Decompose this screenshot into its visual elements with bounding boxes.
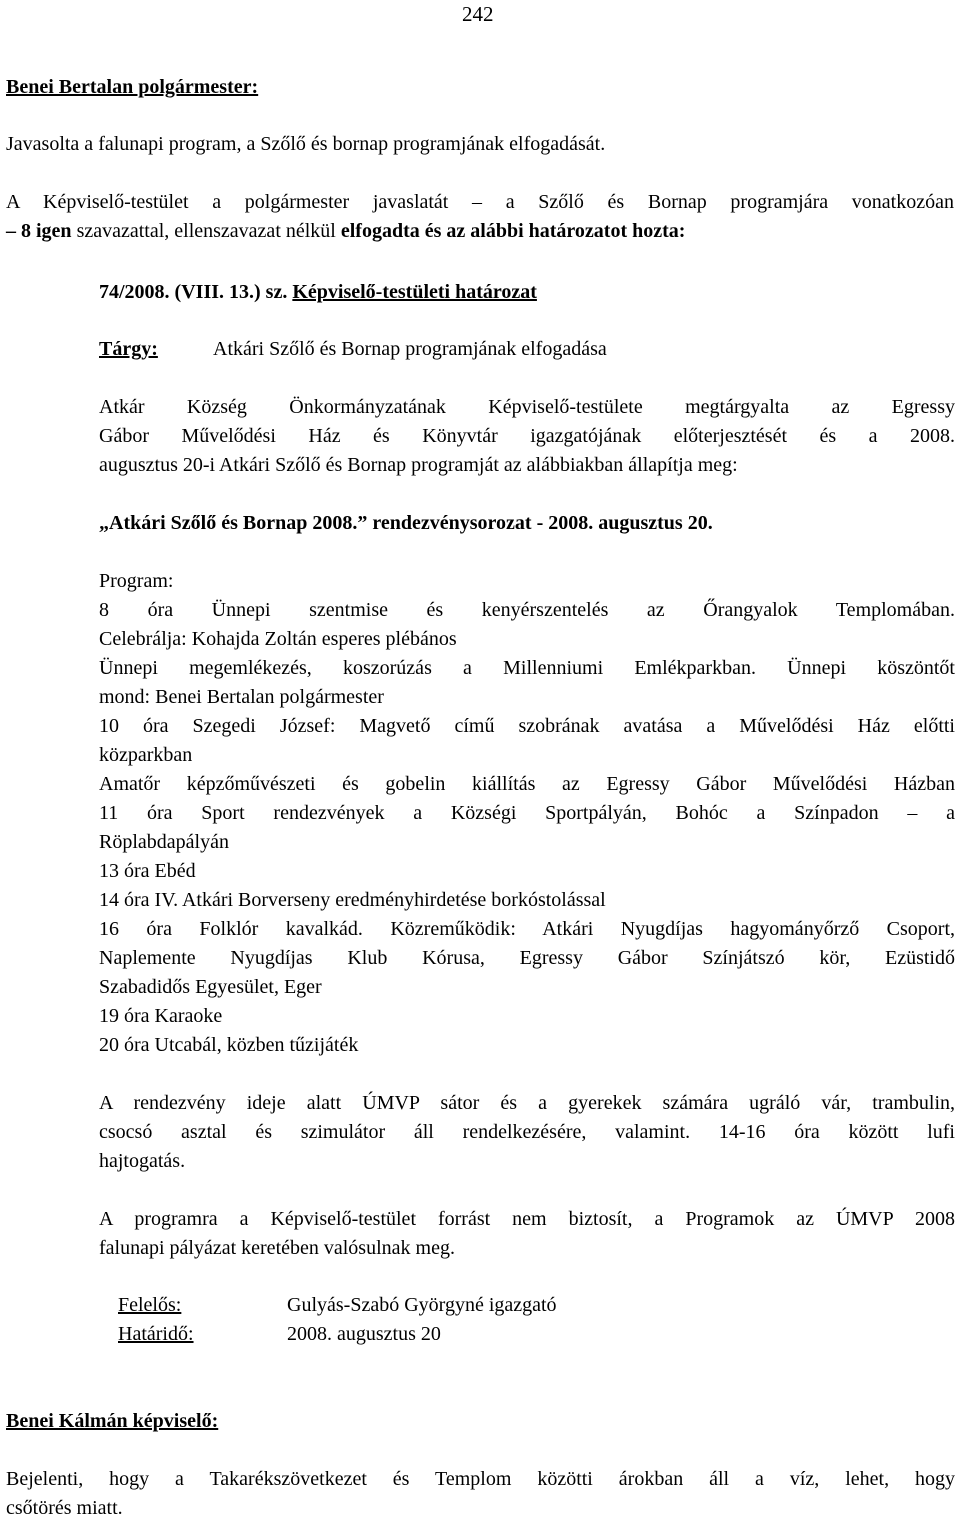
vote-count: – 8 igen bbox=[6, 220, 72, 242]
final-paragraph-line: csőtörés miatt. bbox=[6, 1497, 123, 1519]
subject-label: Tárgy: bbox=[99, 338, 158, 360]
program-line: 14 óra IV. Atkári Borverseny eredményhirdetése borkóstolással bbox=[99, 889, 606, 911]
vote-result: elfogadta és az alábbi határozatot hozta: bbox=[340, 220, 686, 242]
vote-text: szavazattal, ellenszavazat nélkül bbox=[71, 220, 341, 242]
responsible-value: Gulyás-Szabó Györgyné igazgató bbox=[287, 1294, 557, 1316]
deadline-value: 2008. augusztus 20 bbox=[287, 1323, 441, 1345]
paragraph-proposal: Javasolta a falunapi program, a Szőlő és bornap programjának elfogadását. bbox=[6, 133, 606, 155]
program-line: Ünnepi megemlékezés, koszorúzás a Millenniumi Emlékparkban. Ünnepi köszöntőt bbox=[99, 657, 955, 679]
final-paragraph-line: Bejelenti, hogy a Takarékszövetkezet és Templom közötti árokban áll a víz, lehet, hogy bbox=[6, 1468, 955, 1490]
intro-line: Gábor Művelődési Ház és Könyvtár igazgatójának előterjesztését és a 2008. bbox=[99, 425, 955, 447]
paragraph-vote-line1: A Képviselő-testület a polgármester javaslatát – a Szőlő és Bornap programjára vonatkozóan bbox=[6, 191, 954, 213]
program-line: 19 óra Karaoke bbox=[99, 1005, 223, 1027]
program-line: 20 óra Utcabál, közben tűzijáték bbox=[99, 1034, 359, 1056]
program-line: 8 óra Ünnepi szentmise és kenyérszentelés az Őrangyalok Templomában. bbox=[99, 599, 955, 621]
program-line: Röplabdapályán bbox=[99, 831, 229, 853]
resolution-title: Képviselő-testületi határozat bbox=[292, 281, 537, 303]
resolution-number: 74/2008. (VIII. 13.) sz. bbox=[99, 281, 288, 303]
program-line: mond: Benei Bertalan polgármester bbox=[99, 686, 384, 708]
program-line: Amatőr képzőművészeti és gobelin kiállítás az Egressy Gábor Művelődési Házban bbox=[99, 773, 955, 795]
deadline-label: Határidő: bbox=[118, 1323, 194, 1345]
program-line: Szabadidős Egyesület, Eger bbox=[99, 976, 322, 998]
tent-paragraph-line: hajtogatás. bbox=[99, 1150, 186, 1172]
intro-line: Atkár Község Önkormányzatának Képviselő-testülete megtárgyalta az Egressy bbox=[99, 396, 955, 418]
program-line: Celebrálja: Kohajda Zoltán esperes plébános bbox=[99, 628, 457, 650]
responsible-label: Felelős: bbox=[118, 1294, 182, 1316]
program-label: Program: bbox=[99, 570, 174, 592]
speaker-heading: Benei Bertalan polgármester: bbox=[6, 76, 259, 98]
program-line: 13 óra Ebéd bbox=[99, 860, 196, 882]
tent-paragraph-line: A rendezvény ideje alatt ÚMVP sátor és a gyerekek számára ugráló vár, trambulin, bbox=[99, 1092, 955, 1114]
page-number: 242 bbox=[462, 2, 494, 26]
program-line: közparkban bbox=[99, 744, 193, 766]
program-line: 16 óra Folklór kavalkád. Közreműködik: Atkári Nyugdíjas hagyományőrző Csoport, bbox=[99, 918, 955, 940]
program-line: 10 óra Szegedi József: Magvető című szobrának avatása a Művelődési Ház előtti bbox=[99, 715, 955, 737]
program-line: Naplemente Nyugdíjas Klub Kórusa, Egressy Gábor Színjátszó kör, Ezüstidő bbox=[99, 947, 955, 969]
funding-paragraph-line: falunapi pályázat keretében valósulnak meg. bbox=[99, 1237, 455, 1259]
resolution-header bbox=[99, 278, 537, 307]
program-line: 11 óra Sport rendezvények a Községi Sportpályán, Bohóc a Színpadon – a bbox=[99, 802, 955, 824]
speaker-heading: Benei Kálmán képviselő: bbox=[6, 1410, 219, 1432]
funding-paragraph-line: A programra a Képviselő-testület forrást nem biztosít, a Programok az ÚMVP 2008 bbox=[99, 1208, 955, 1230]
subject-text: Atkári Szőlő és Bornap programjának elfogadása bbox=[213, 338, 607, 360]
intro-line: augusztus 20-i Atkári Szőlő és Bornap programját az alábbiakban állapítja meg: bbox=[99, 454, 738, 476]
event-title: „Atkári Szőlő és Bornap 2008.” rendezvénysorozat - 2008. augusztus 20. bbox=[99, 512, 713, 534]
paragraph-vote-line2 bbox=[6, 217, 685, 246]
tent-paragraph-line: csocsó asztal és szimulátor áll rendelkezésére, valamint. 14-16 óra között lufi bbox=[99, 1121, 955, 1143]
